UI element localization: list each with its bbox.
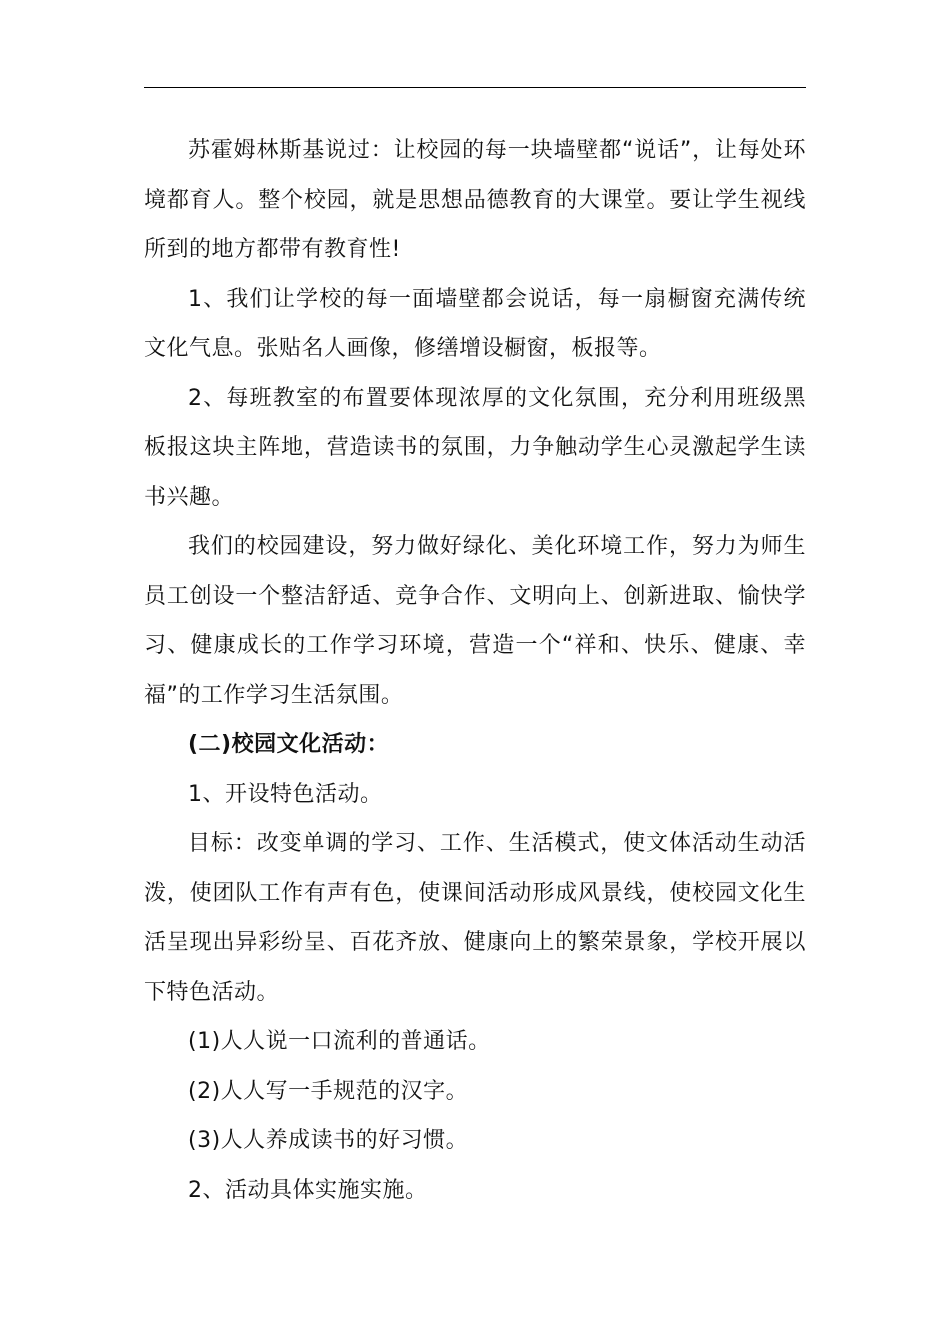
paragraph-quote-intro: 苏霍姆林斯基说过：让校园的每一块墙壁都“说话”，让每处环境都育人。整个校园，就是思想品德教育的大课堂。要让学生视线所到的地方都带有教育性! [144, 138, 806, 262]
paragraph-special-activities: 1、开设特色活动。 [188, 781, 383, 807]
list-item-mandarin: (1)人人说一口流利的普通话。 [188, 1029, 491, 1054]
section-heading-campus-activities: (二)校园文化活动： [188, 732, 390, 757]
document-body [144, 126, 806, 1215]
paragraph-implementation: 2、活动具体实施实施。 [188, 1177, 428, 1203]
list-item-handwriting: (2)人人写一手规范的汉字。 [188, 1078, 469, 1104]
header-rule [144, 87, 806, 88]
paragraph-item-1-walls: 1、我们让学校的每一面墙壁都会说话，每一扇橱窗充满传统文化气息。张贴名人画像，修缮增设橱窗，板报等。 [144, 286, 806, 361]
paragraph-campus-construction: 我们的校园建设，努力做好绿化、美化环境工作，努力为师生员工创设一个整洁舒适、竞争合作、文明向上、创新进取、愉快学习、健康成长的工作学习环境，营造一个“祥和、快乐、健康、幸福”的工作学习生活氛围。 [144, 534, 806, 708]
paragraph-item-2-classroom: 2、每班教室的布置要体现浓厚的文化氛围，充分利用班级黑板报这块主阵地，营造读书的氛围，力争触动学生心灵激起学生读书兴趣。 [144, 385, 806, 510]
list-item-reading: (3)人人养成读书的好习惯。 [188, 1128, 469, 1153]
paragraph-goal: 目标：改变单调的学习、工作、生活模式，使文体活动生动活泼，使团队工作有声有色，使课间活动形成风景线，使校园文化生活呈现出异彩纷呈、百花齐放、健康向上的繁荣景象，学校开展以下特色活动。 [144, 831, 806, 1005]
